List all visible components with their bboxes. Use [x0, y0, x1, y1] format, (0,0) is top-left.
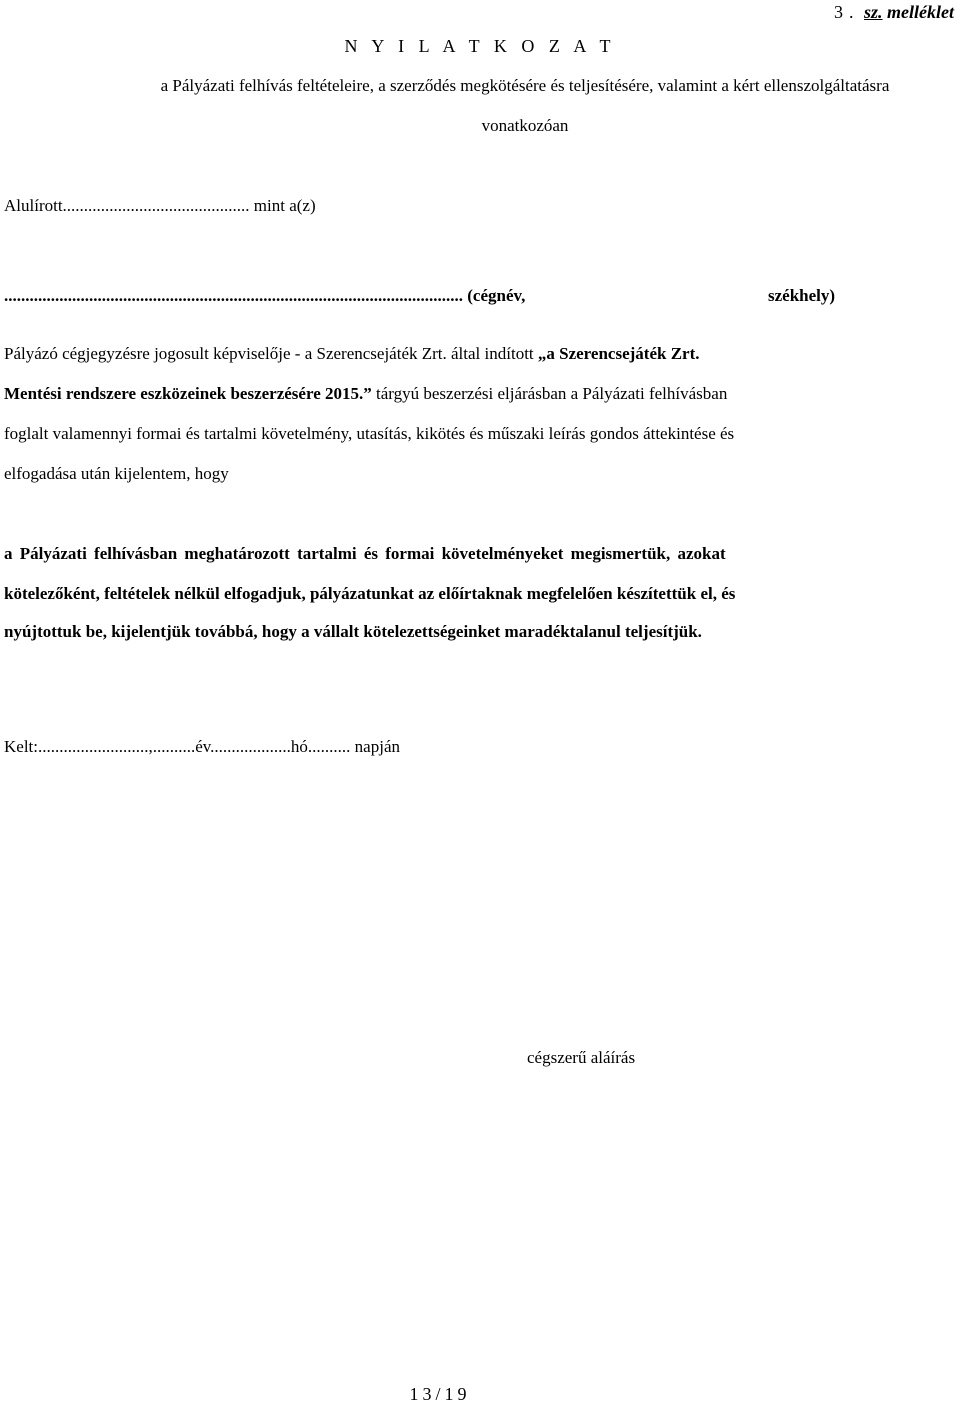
paragraph1-line1 [4, 344, 700, 364]
paragraph1-line2-text: tárgyú beszerzési eljárásban a Pályázati felhívásban [376, 384, 728, 403]
company-label: (cégnév, [467, 286, 526, 305]
company-line [4, 286, 525, 306]
date-line: Kelt:..........................,..........év...................hó.......... napján [4, 737, 400, 756]
company-dots: ............................................................................................................ [4, 286, 463, 305]
annex-label [834, 2, 954, 23]
annex-number: 3. [834, 2, 860, 22]
paragraph1-line1-bold: „a Szerencsejáték Zrt. [537, 344, 700, 363]
document-title: N Y I L A T K O Z A T [344, 36, 616, 56]
paragraph1-line4: elfogadása után kijelentem, hogy [4, 464, 229, 483]
document-subtitle-line1: a Pályázati felhívás feltételeire, a szerződés megkötésére és teljesítésére, valamint a kért ellenszolgáltatásra [160, 76, 890, 95]
paragraph2-line3: nyújtottuk be, kijelentjük továbbá, hogy a vállalt kötelezettségeinket maradéktalanul teljesítjük. [4, 622, 702, 641]
document-subtitle-line2: vonatkozóan [481, 116, 569, 135]
paragraph1-line3: foglalt valamennyi formai és tartalmi követelmény, utasítás, kikötés és műszaki leírás gondos áttekintése és [4, 424, 735, 443]
undersigned-line: Alulírott............................................ mint a(z) [4, 196, 316, 215]
paragraph1-line2 [4, 384, 727, 404]
seat-label: székhely) [768, 286, 836, 305]
paragraph2-line2: kötelezőként, feltételek nélkül elfogadjuk, pályázatunkat az előírtaknak megfelelően készítettük el, és [4, 584, 736, 603]
signature-label: cégszerű aláírás [527, 1048, 636, 1067]
paragraph2-line1: a Pályázati felhívásban meghatározott tartalmi és formai követelményeket megismertük, azokat [4, 544, 726, 563]
paragraph1-line1-text: Pályázó cégjegyzésre jogosult képviselője - a Szerencsejáték Zrt. által indított [4, 344, 534, 363]
page-number: 13/19 [409, 1384, 471, 1404]
annex-word: melléklet [887, 2, 954, 22]
paragraph1-line2-bold: Mentési rendszere eszközeinek beszerzésére 2015.” [4, 384, 372, 403]
annex-abbrev: sz. [864, 2, 883, 22]
